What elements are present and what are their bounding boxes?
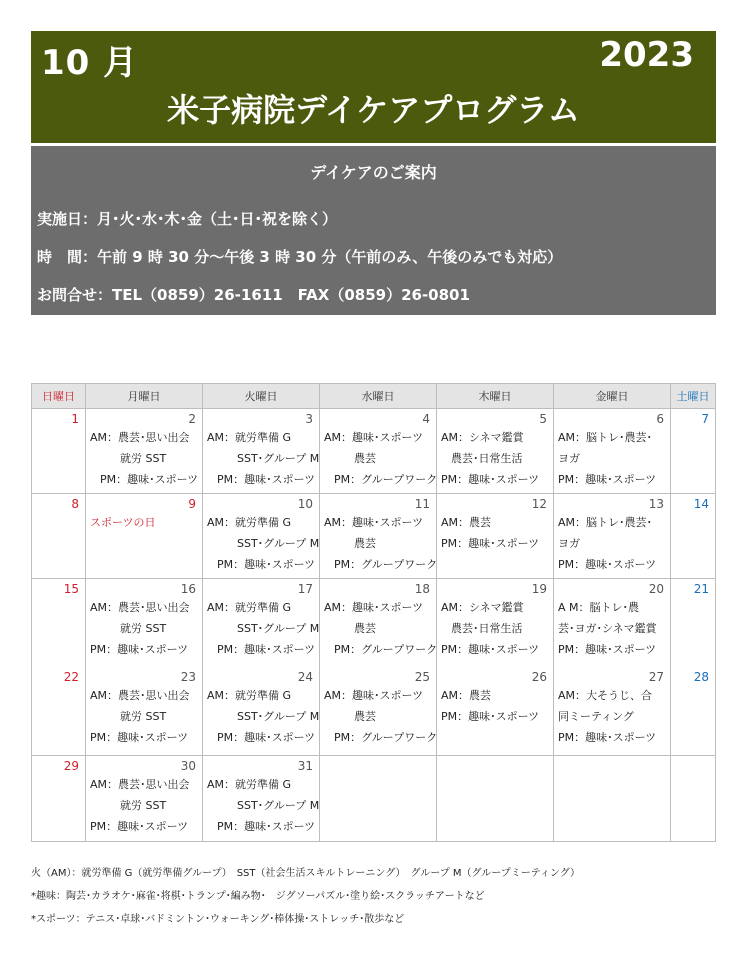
day-cell-6: [554, 409, 671, 494]
pm-program: PM：趣味･スポーツ: [558, 473, 657, 486]
weekday-thu: 木曜日: [437, 384, 554, 409]
am-program: AM：脳トレ･農芸･: [558, 431, 653, 444]
day-number: 22: [63, 670, 79, 684]
pm-program: PM：趣味･スポーツ: [441, 643, 540, 656]
weekday-sat: 土曜日: [671, 384, 716, 409]
am-program-cont: 就労 SST: [120, 799, 167, 812]
month-label: 10 月: [41, 43, 139, 83]
day-number: 14: [693, 497, 709, 511]
day-number: 29: [63, 759, 79, 773]
day-cell-29: [32, 756, 86, 842]
am-program-cont: 農芸･日常生活: [451, 452, 523, 465]
am-program-cont: 農芸: [354, 537, 376, 550]
day-number: 17: [297, 582, 313, 596]
pm-program: PM：趣味･スポーツ: [441, 537, 540, 550]
day-number: 21: [693, 582, 709, 596]
day-cell-21-28: [671, 579, 716, 756]
am-program-cont: SST･グループ M: [237, 452, 320, 465]
day-cell-31: [203, 756, 320, 842]
day-cell-11: [320, 494, 437, 579]
am-program: AM：農芸: [441, 516, 492, 529]
holiday-label: スポーツの日: [90, 516, 156, 529]
day-number: 11: [414, 497, 430, 511]
pm-program: PM：趣味･スポーツ: [90, 643, 189, 656]
day-number: 9: [188, 497, 196, 511]
am-program-cont: SST･グループ M: [237, 622, 320, 635]
pm-program: PM：趣味･スポーツ: [90, 731, 189, 744]
am-program: AM：趣味･スポーツ: [324, 689, 424, 702]
weekday-mon: 月曜日: [86, 384, 203, 409]
footnote-sports: *スポーツ：テニス･卓球･バドミントン･ウォーキング･棒体操･ストレッチ･散歩など: [31, 914, 405, 925]
am-program: AM：農芸･思い出会: [90, 689, 190, 702]
day-cell-2: [86, 409, 203, 494]
day-cell-18-25: [320, 579, 437, 756]
pm-program: PM：趣味･スポーツ: [441, 473, 540, 486]
info-panel: [31, 146, 716, 315]
day-number: 4: [422, 412, 430, 426]
year-label: 2023: [599, 35, 694, 75]
day-number: 7: [701, 412, 709, 426]
info-days: 実施日：月･火･水･木･金（土･日･祝を除く）: [37, 210, 338, 228]
pm-program: PM：趣味･スポーツ: [217, 731, 316, 744]
am-program: AM：農芸･思い出会: [90, 431, 190, 444]
am-program: AM：脳トレ･農芸･: [558, 516, 653, 529]
day-cell-14: [671, 494, 716, 579]
weekday-tue: 火曜日: [203, 384, 320, 409]
day-cell-1: [32, 409, 86, 494]
am-program-cont: 農芸: [354, 710, 376, 723]
am-program: AM：趣味･スポーツ: [324, 516, 424, 529]
page-title: 米子病院デイケアプログラム: [167, 91, 580, 129]
am-program-cont: SST･グループ M: [237, 799, 320, 812]
am-program: AM：農芸･思い出会: [90, 601, 190, 614]
am-program: AM：シネマ鑑賞: [441, 601, 524, 614]
pm-program: PM：趣味･スポーツ: [441, 710, 540, 723]
day-cell-15-22: [32, 579, 86, 756]
am-program-cont: SST･グループ M: [237, 710, 320, 723]
pm-program: PM：趣味･スポーツ: [558, 558, 657, 571]
day-cell-30: [86, 756, 203, 842]
empty-cell: [437, 756, 554, 842]
day-number: 1: [71, 412, 79, 426]
am-program: AM：趣味･スポーツ: [324, 601, 424, 614]
am-program-cont: SST･グループ M: [237, 537, 320, 550]
pm-program: PM：グループワーク: [334, 643, 438, 656]
am-program: AM：就労準備 G: [207, 778, 292, 791]
footnote-abbreviations: 火（AM）：就労準備 G（就労準備グループ） SST（社会生活スキルトレーニング） グループ M（グループミーティング）: [31, 868, 581, 879]
day-cell-3: [203, 409, 320, 494]
day-number: 30: [180, 759, 196, 773]
info-contact: お問合せ：TEL（0859）26-1611 FAX（0859）26-0801: [37, 286, 470, 304]
week-row-3-4: [32, 579, 716, 756]
am-program: AM：農芸: [441, 689, 492, 702]
pm-program: PM：趣味･スポーツ: [217, 473, 316, 486]
day-number: 23: [180, 670, 196, 684]
am-program-cont: 農芸: [354, 622, 376, 635]
am-program: AM：農芸･思い出会: [90, 778, 190, 791]
day-cell-20-27: [554, 579, 671, 756]
weekday-sun: 日曜日: [32, 384, 86, 409]
am-program-cont: 就労 SST: [120, 622, 167, 635]
day-number: 31: [297, 759, 313, 773]
am-program: AM：就労準備 G: [207, 516, 292, 529]
am-program-cont: ヨガ: [558, 537, 580, 550]
am-program: AM：就労準備 G: [207, 689, 292, 702]
footnotes: [31, 862, 580, 931]
am-program-cont: 芸･ヨガ･シネマ鑑賞: [558, 622, 657, 635]
day-number: 27: [648, 670, 664, 684]
weekday-wed: 水曜日: [320, 384, 437, 409]
day-number: 3: [305, 412, 313, 426]
weekday-header-row: [32, 384, 716, 409]
pm-program: PM：趣味･スポーツ: [100, 473, 199, 486]
am-program: A M：脳トレ･農: [558, 601, 640, 614]
day-number: 5: [539, 412, 547, 426]
am-program: AM：就労準備 G: [207, 601, 292, 614]
am-program: AM：趣味･スポーツ: [324, 431, 424, 444]
week-row-2: [32, 494, 716, 579]
day-cell-13: [554, 494, 671, 579]
pm-program: PM：グループワーク: [334, 731, 438, 744]
am-program: AM：シネマ鑑賞: [441, 431, 524, 444]
header-banner: [31, 31, 716, 143]
empty-cell: [554, 756, 671, 842]
day-cell-17-24: [203, 579, 320, 756]
day-cell-4: [320, 409, 437, 494]
pm-program: PM：グループワーク: [334, 558, 438, 571]
info-heading: デイケアのご案内: [310, 163, 437, 182]
day-cell-12: [437, 494, 554, 579]
day-number: 28: [693, 670, 709, 684]
calendar-table: [31, 383, 716, 842]
day-number: 12: [531, 497, 547, 511]
day-number: 15: [63, 582, 79, 596]
pm-program: PM：グループワーク: [334, 473, 438, 486]
empty-cell: [320, 756, 437, 842]
pm-program: PM：趣味･スポーツ: [90, 820, 189, 833]
pm-program: PM：趣味･スポーツ: [217, 558, 316, 571]
empty-cell: [671, 756, 716, 842]
day-number: 24: [297, 670, 313, 684]
day-cell-9: [86, 494, 203, 579]
day-number: 26: [531, 670, 547, 684]
pm-program: PM：趣味･スポーツ: [558, 643, 657, 656]
day-number: 18: [414, 582, 430, 596]
am-program-cont: 農芸･日常生活: [451, 622, 523, 635]
day-cell-16-23: [86, 579, 203, 756]
weekday-fri: 金曜日: [554, 384, 671, 409]
day-number: 19: [531, 582, 547, 596]
am-program: AM：就労準備 G: [207, 431, 292, 444]
am-program-cont: 就労 SST: [120, 452, 167, 465]
day-cell-19-26: [437, 579, 554, 756]
am-program-cont: 就労 SST: [120, 710, 167, 723]
week-row-1: [32, 409, 716, 494]
day-number: 10: [297, 497, 313, 511]
pm-program: PM：趣味･スポーツ: [558, 731, 657, 744]
am-program-cont: 農芸: [354, 452, 376, 465]
day-number: 20: [648, 582, 664, 596]
footnote-hobbies: *趣味：陶芸･カラオケ･麻雀･将棋･トランプ･編み物･ ジグソーパズル･塗り絵･スクラッチアートなど: [31, 891, 485, 902]
day-number: 25: [414, 670, 430, 684]
day-number: 16: [180, 582, 196, 596]
day-cell-8: [32, 494, 86, 579]
pm-program: PM：趣味･スポーツ: [217, 643, 316, 656]
pm-program: PM：趣味･スポーツ: [217, 820, 316, 833]
week-row-5: [32, 756, 716, 842]
day-number: 13: [648, 497, 664, 511]
day-cell-7: [671, 409, 716, 494]
day-cell-5: [437, 409, 554, 494]
am-program: AM：大そうじ、合: [558, 689, 653, 702]
info-hours: 時 間：午前 9 時 30 分～午後 3 時 30 分（午前のみ、午後のみでも対応）: [37, 248, 563, 266]
day-number: 6: [656, 412, 664, 426]
am-program-cont: 同ミーティング: [558, 710, 634, 723]
day-number: 2: [188, 412, 196, 426]
am-program-cont: ヨガ: [558, 452, 580, 465]
day-cell-10: [203, 494, 320, 579]
day-number: 8: [71, 497, 79, 511]
